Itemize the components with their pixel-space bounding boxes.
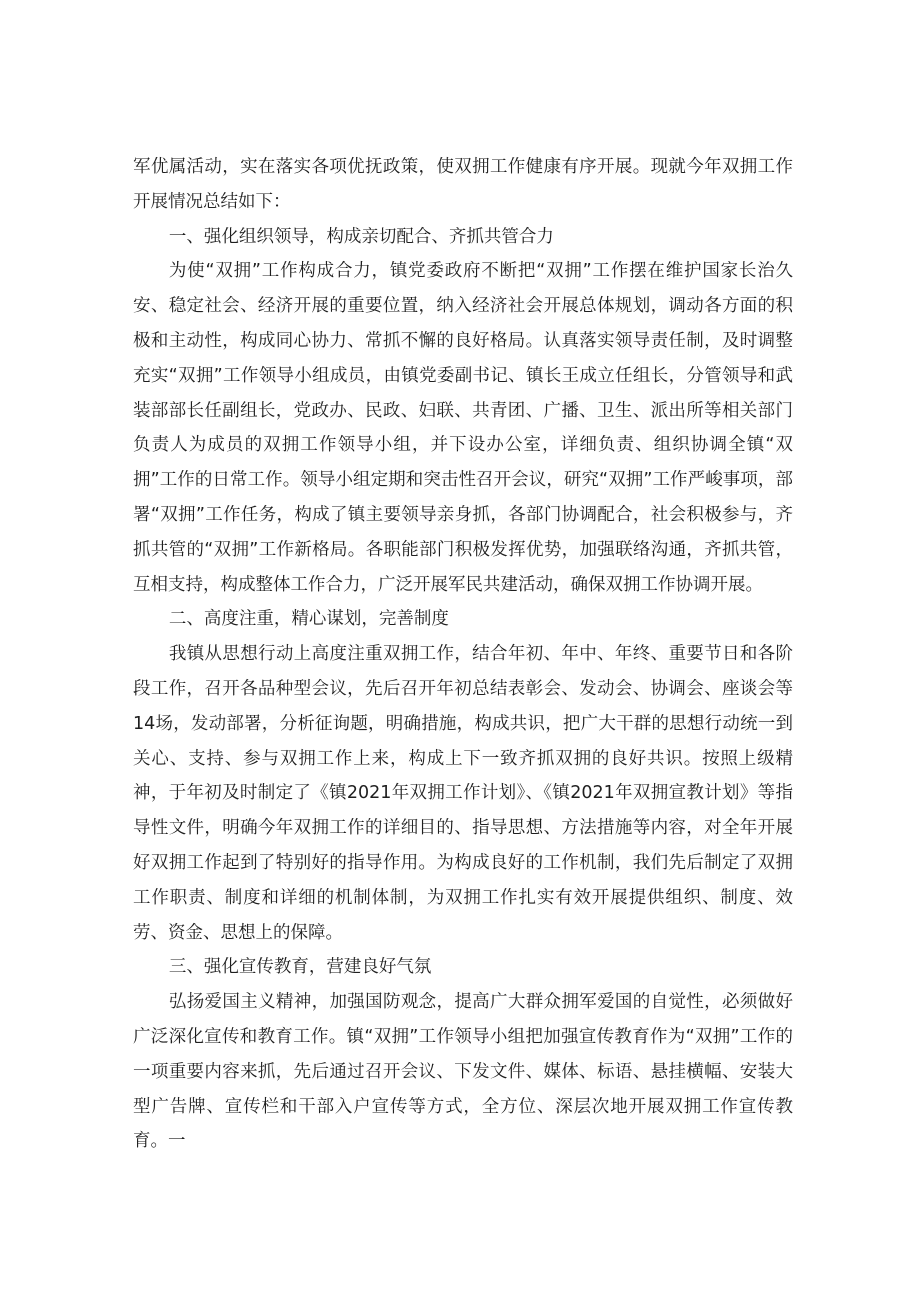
- section-heading-1: 一、强化组织领导，构成亲切配合、齐抓共管合力: [168, 226, 554, 247]
- section-heading-3: 三、强化宣传教育，营建良好气氛: [168, 957, 432, 978]
- paragraph-organization: 为使“双拥”工作构成合力，镇党委政府不断把“双拥”工作摆在维护国家长治久安、稳定社会、经济开展的重要位置，纳入经济社会开展总体规划，调动各方面的积极和主动性，构成同心协力、常抓不懈的良好格局。认真落实领导责任制，及时调整充实“双拥”工作领导小组成员，由镇党委副书记、镇长王成立任组长，分管领导和武装部部长任副组长，党政办、民政、妇联、共青团、广播、卫生、派出所等相关部门负责人为成员的双拥工作领导小组，并下设办公室，详细负责、组织协调全镇“双拥”工作的日常工作。领导小组定期和突击性召开会议，研究“双拥”工作严峻事项，部署“双拥”工作任务，构成了镇主要领导亲身抓，各部门协调配合，社会积极参与，齐抓共管的“双拥”工作新格局。各职能部门积极发挥优势，加强联络沟通，齐抓共管，互相支持，构成整体工作合力，广泛开展军民共建活动，确保双拥工作协调开展。: [133, 261, 793, 595]
- section-heading-2: 二、高度注重，精心谋划，完善制度: [168, 609, 449, 630]
- paragraph-planning: 我镇从思想行动上高度注重双拥工作，结合年初、年中、年终、重要节日和各阶段工作，召开各品种型会议，先后召开年初总结表彰会、发动会、协调会、座谈会等14场，发动部署，分析征询题，明确措施，构成共识，把广大干群的思想行动统一到关心、支持、参与双拥工作上来，构成上下一致齐抓双拥的良好共识。按照上级精神，于年初及时制定了《镇2021年双拥工作计划》、《镇2021年双拥宣教计划》等指导性文件，明确今年双拥工作的详细目的、指导思想、方法措施等内容，对全年开展好双拥工作起到了特别好的指导作用。为构成良好的工作机制，我们先后制定了双拥工作职责、制度和详细的机制体制，为双拥工作扎实有效开展提供组织、制度、效劳、资金、思想上的保障。: [133, 644, 793, 943]
- paragraph-continued-intro: 军优属活动，实在落实各项优抚政策，使双拥工作健康有序开展。现就今年双拥工作开展情况总结如下：: [133, 157, 793, 212]
- document-body: [133, 150, 793, 1159]
- paragraph-publicity: 弘扬爱国主义精神，加强国防观念，提高广大群众拥军爱国的自觉性，必须做好广泛深化宣传和教育工作。镇“双拥”工作领导小组把加强宣传教育作为“双拥”工作的一项重要内容来抓，先后通过召开会议、下发文件、媒体、标语、悬挂横幅、安装大型广告牌、宣传栏和干部入户宣传等方式，全方位、深层次地开展双拥工作宣传教育。一: [133, 992, 793, 1152]
